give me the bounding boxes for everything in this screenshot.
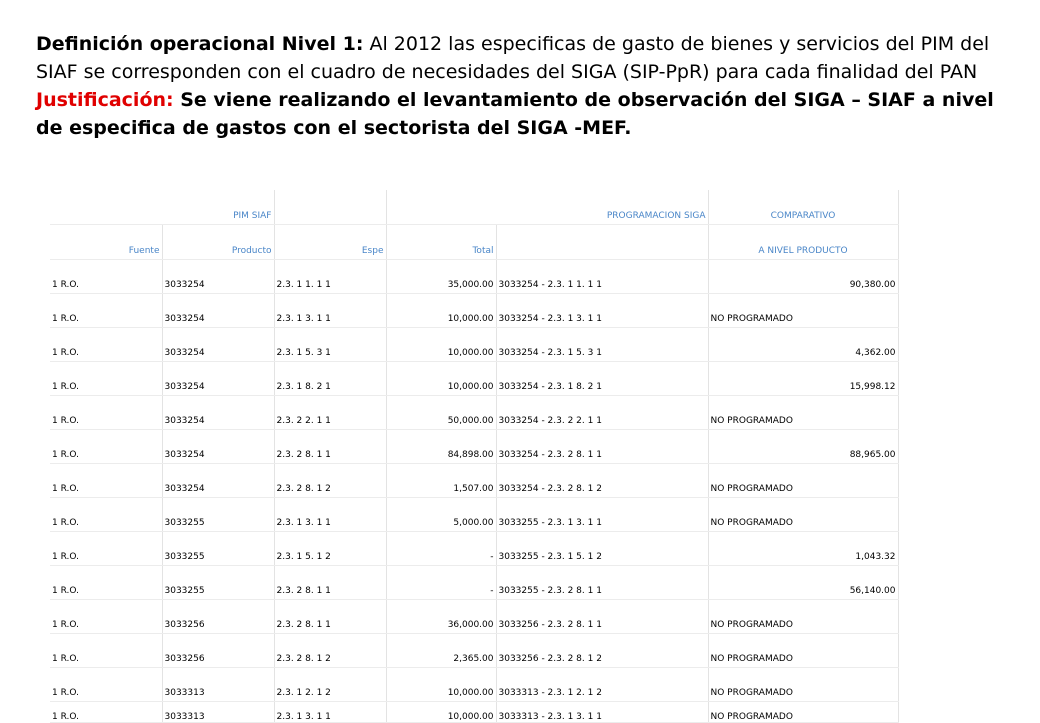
cell-programacion: 3033254 - 2.3. 1 1. 1 1 bbox=[496, 260, 708, 294]
cell-programacion: 3033254 - 2.3. 1 5. 3 1 bbox=[496, 328, 708, 362]
cell-fuente: 1 R.O. bbox=[50, 328, 162, 362]
cell-programacion: 3033255 - 2.3. 1 3. 1 1 bbox=[496, 498, 708, 532]
cell-fuente: 1 R.O. bbox=[50, 362, 162, 396]
cell-fuente: 1 R.O. bbox=[50, 532, 162, 566]
table-row bbox=[50, 362, 898, 396]
table-row bbox=[50, 294, 898, 328]
cell-fuente: 1 R.O. bbox=[50, 702, 162, 723]
cell-espe: 2.3. 1 3. 1 1 bbox=[274, 294, 386, 328]
cell-producto: 3033256 bbox=[162, 634, 274, 668]
cell-comparativo: NO PROGRAMADO bbox=[708, 396, 898, 430]
cell-total: 84,898.00 bbox=[386, 430, 496, 464]
header-blank bbox=[274, 190, 386, 225]
cell-espe: 2.3. 2 2. 1 1 bbox=[274, 396, 386, 430]
table-row bbox=[50, 396, 898, 430]
cell-espe: 2.3. 1 5. 3 1 bbox=[274, 328, 386, 362]
cell-programacion: 3033313 - 2.3. 1 2. 1 2 bbox=[496, 668, 708, 702]
cell-total: 2,365.00 bbox=[386, 634, 496, 668]
table-row bbox=[50, 532, 898, 566]
justification-label: Justificación: bbox=[36, 89, 174, 111]
cell-fuente: 1 R.O. bbox=[50, 260, 162, 294]
cell-total: - bbox=[386, 532, 496, 566]
cell-espe: 2.3. 2 8. 1 1 bbox=[274, 566, 386, 600]
header-fuente: Fuente bbox=[50, 225, 162, 260]
cell-programacion: 3033256 - 2.3. 2 8. 1 1 bbox=[496, 600, 708, 634]
header-producto: Producto bbox=[162, 225, 274, 260]
cell-comparativo: NO PROGRAMADO bbox=[708, 668, 898, 702]
cell-comparativo: 15,998.12 bbox=[708, 362, 898, 396]
cell-programacion: 3033254 - 2.3. 1 8. 2 1 bbox=[496, 362, 708, 396]
cell-total: 10,000.00 bbox=[386, 362, 496, 396]
cell-comparativo: NO PROGRAMADO bbox=[708, 498, 898, 532]
cell-espe: 2.3. 1 5. 1 2 bbox=[274, 532, 386, 566]
table-row bbox=[50, 634, 898, 668]
table-row bbox=[50, 702, 898, 723]
table-row bbox=[50, 430, 898, 464]
cell-espe: 2.3. 1 2. 1 2 bbox=[274, 668, 386, 702]
cell-programacion: 3033254 - 2.3. 2 2. 1 1 bbox=[496, 396, 708, 430]
cell-total: 10,000.00 bbox=[386, 328, 496, 362]
cell-total: 10,000.00 bbox=[386, 294, 496, 328]
table-row bbox=[50, 566, 898, 600]
cell-programacion: 3033254 - 2.3. 2 8. 1 1 bbox=[496, 430, 708, 464]
cell-programacion: 3033255 - 2.3. 1 5. 1 2 bbox=[496, 532, 708, 566]
cell-total: 36,000.00 bbox=[386, 600, 496, 634]
header-pim-siaf: PIM SIAF bbox=[50, 190, 274, 225]
cell-total: 50,000.00 bbox=[386, 396, 496, 430]
header-row-2 bbox=[50, 225, 898, 260]
table-row bbox=[50, 328, 898, 362]
cell-espe: 2.3. 2 8. 1 2 bbox=[274, 464, 386, 498]
cell-producto: 3033255 bbox=[162, 532, 274, 566]
cell-comparativo: 90,380.00 bbox=[708, 260, 898, 294]
cell-programacion: 3033255 - 2.3. 2 8. 1 1 bbox=[496, 566, 708, 600]
budget-comparison-table bbox=[50, 190, 899, 723]
table-row bbox=[50, 464, 898, 498]
slide-heading bbox=[36, 30, 1026, 142]
cell-producto: 3033254 bbox=[162, 260, 274, 294]
cell-producto: 3033254 bbox=[162, 464, 274, 498]
cell-comparativo: NO PROGRAMADO bbox=[708, 294, 898, 328]
cell-programacion: 3033256 - 2.3. 2 8. 1 2 bbox=[496, 634, 708, 668]
table-row bbox=[50, 600, 898, 634]
cell-espe: 2.3. 1 1. 1 1 bbox=[274, 260, 386, 294]
table-row bbox=[50, 260, 898, 294]
cell-fuente: 1 R.O. bbox=[50, 430, 162, 464]
cell-producto: 3033254 bbox=[162, 328, 274, 362]
header-comparativo: COMPARATIVO bbox=[708, 190, 898, 225]
cell-producto: 3033255 bbox=[162, 498, 274, 532]
cell-producto: 3033313 bbox=[162, 668, 274, 702]
justification-text: Se viene realizando el levantamiento de observación del SIGA – SIAF a nivel de especifica de gastos con el sectorista del SIGA -MEF. bbox=[36, 89, 994, 139]
cell-espe: 2.3. 1 3. 1 1 bbox=[274, 498, 386, 532]
cell-producto: 3033254 bbox=[162, 362, 274, 396]
cell-espe: 2.3. 2 8. 1 1 bbox=[274, 430, 386, 464]
cell-fuente: 1 R.O. bbox=[50, 668, 162, 702]
cell-comparativo: NO PROGRAMADO bbox=[708, 464, 898, 498]
cell-fuente: 1 R.O. bbox=[50, 396, 162, 430]
cell-producto: 3033254 bbox=[162, 396, 274, 430]
header-programacion-siga: PROGRAMACION SIGA bbox=[386, 190, 708, 225]
header-a-nivel-producto: A NIVEL PRODUCTO bbox=[708, 225, 898, 260]
table-row bbox=[50, 668, 898, 702]
definition-label: Definición operacional Nivel 1: bbox=[36, 33, 364, 55]
header-espe: Espe bbox=[274, 225, 386, 260]
cell-comparativo: NO PROGRAMADO bbox=[708, 634, 898, 668]
cell-total: 35,000.00 bbox=[386, 260, 496, 294]
cell-producto: 3033256 bbox=[162, 600, 274, 634]
table-row bbox=[50, 498, 898, 532]
cell-comparativo: 56,140.00 bbox=[708, 566, 898, 600]
cell-programacion: 3033313 - 2.3. 1 3. 1 1 bbox=[496, 702, 708, 723]
definition-text: Al 2012 las especificas de gasto de bienes y servicios del PIM del SIAF se corresponden con el cuadro de necesidades del SIGA (SIP-PpR) para cada finalidad del PAN bbox=[36, 33, 990, 83]
header-blank-2 bbox=[496, 225, 708, 260]
cell-fuente: 1 R.O. bbox=[50, 464, 162, 498]
cell-espe: 2.3. 2 8. 1 1 bbox=[274, 600, 386, 634]
cell-producto: 3033313 bbox=[162, 702, 274, 723]
header-total: Total bbox=[386, 225, 496, 260]
cell-comparativo: NO PROGRAMADO bbox=[708, 702, 898, 723]
cell-fuente: 1 R.O. bbox=[50, 566, 162, 600]
cell-producto: 3033254 bbox=[162, 294, 274, 328]
header-row-1 bbox=[50, 190, 898, 225]
cell-total: 1,507.00 bbox=[386, 464, 496, 498]
cell-total: 10,000.00 bbox=[386, 702, 496, 723]
cell-comparativo: 4,362.00 bbox=[708, 328, 898, 362]
cell-producto: 3033255 bbox=[162, 566, 274, 600]
cell-total: 5,000.00 bbox=[386, 498, 496, 532]
cell-comparativo: 88,965.00 bbox=[708, 430, 898, 464]
cell-fuente: 1 R.O. bbox=[50, 600, 162, 634]
cell-comparativo: NO PROGRAMADO bbox=[708, 600, 898, 634]
cell-programacion: 3033254 - 2.3. 1 3. 1 1 bbox=[496, 294, 708, 328]
cell-fuente: 1 R.O. bbox=[50, 634, 162, 668]
cell-programacion: 3033254 - 2.3. 2 8. 1 2 bbox=[496, 464, 708, 498]
cell-total: - bbox=[386, 566, 496, 600]
cell-comparativo: 1,043.32 bbox=[708, 532, 898, 566]
cell-producto: 3033254 bbox=[162, 430, 274, 464]
cell-espe: 2.3. 1 3. 1 1 bbox=[274, 702, 386, 723]
cell-espe: 2.3. 1 8. 2 1 bbox=[274, 362, 386, 396]
cell-total: 10,000.00 bbox=[386, 668, 496, 702]
cell-fuente: 1 R.O. bbox=[50, 498, 162, 532]
cell-espe: 2.3. 2 8. 1 2 bbox=[274, 634, 386, 668]
cell-fuente: 1 R.O. bbox=[50, 294, 162, 328]
